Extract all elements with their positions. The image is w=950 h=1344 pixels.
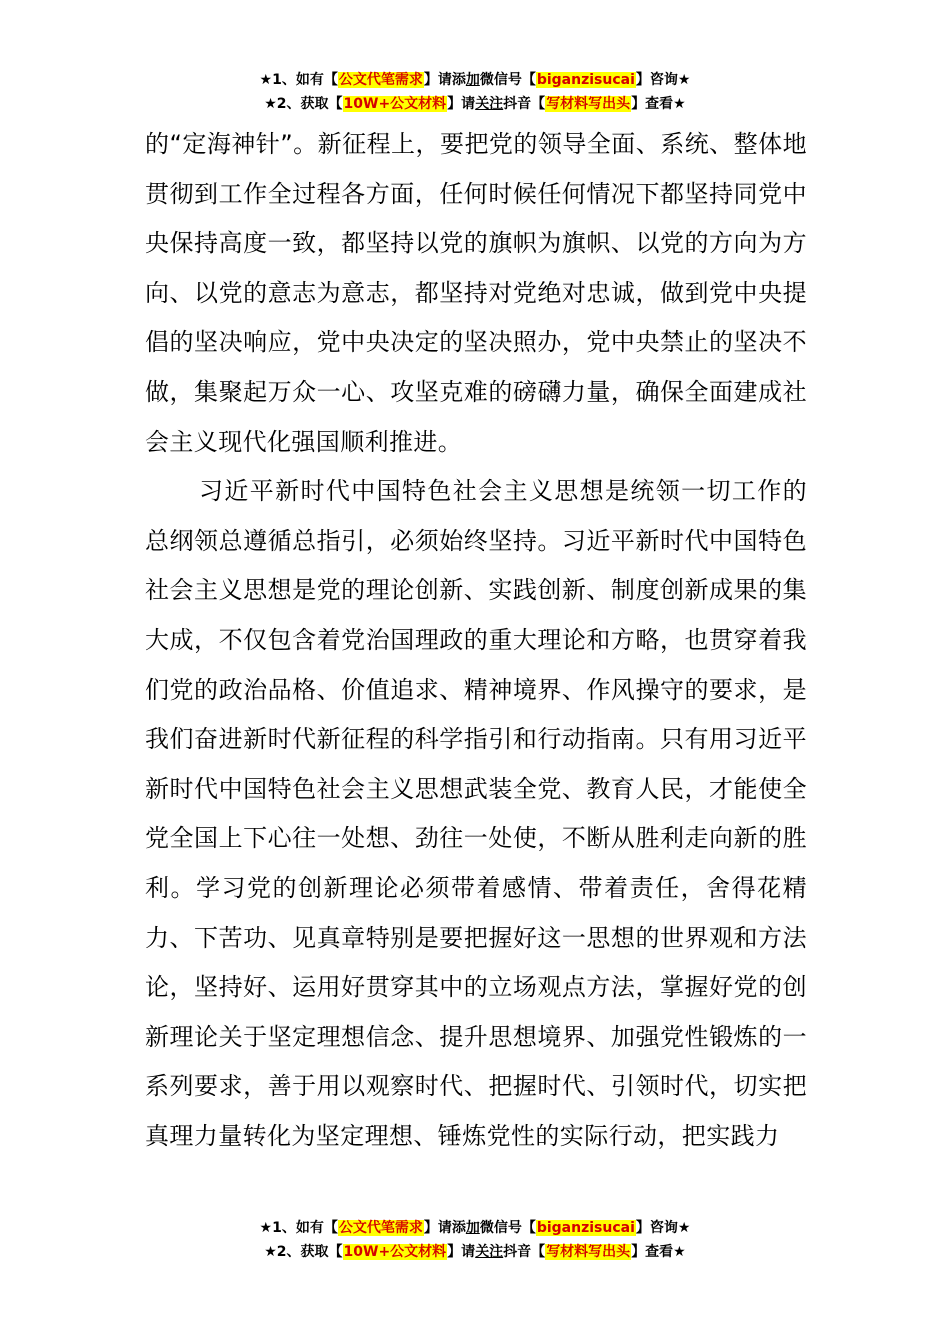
banner-highlight: 10W+公文材料	[343, 1244, 447, 1260]
footer-banner-line-1	[0, 1216, 950, 1240]
banner-douyin-name: 写材料写出头	[546, 1244, 631, 1260]
banner-emphasis: 关注	[475, 96, 504, 112]
banner-wechat-id: biganzisucai	[536, 1220, 635, 1236]
footer-banner	[0, 1216, 950, 1264]
banner-text: 】咨询★	[635, 1220, 691, 1236]
paragraph-1: 的“定海神针”。新征程上，要把党的领导全面、系统、整体地贯彻到工作全过程各方面，任何时候任何情况下都坚持同党中央保持高度一致，都坚持以党的旗帜为旗帜、以党的方向为方向、以党的意志为意志，都坚持对党绝对忠诚，做到党中央提倡的坚决响应，党中央决定的坚决照办，党中央禁止的坚决不做，集聚起万众一心、攻坚克难的磅礴力量，确保全面建成社会主义现代化强国顺利推进。	[145, 130, 807, 456]
banner-text: 】请添	[423, 1220, 466, 1236]
banner-text: ★1、如有【	[259, 72, 338, 88]
banner-highlight: 公文代笔需求	[338, 1220, 423, 1236]
header-banner-line-1	[0, 68, 950, 92]
banner-text: 微信号【	[479, 72, 536, 88]
banner-text: 】请添	[423, 72, 466, 88]
banner-text: 】查看★	[631, 96, 686, 112]
banner-text: ★2、获取【	[264, 96, 343, 112]
banner-text: 】请	[447, 1244, 476, 1260]
header-banner-line-2	[0, 92, 950, 116]
banner-text: ★2、获取【	[264, 1244, 343, 1260]
banner-emphasis: 加	[465, 72, 480, 88]
banner-highlight: 10W+公文材料	[343, 96, 447, 112]
banner-text: 】咨询★	[635, 72, 691, 88]
banner-text: 抖音【	[503, 96, 546, 112]
paragraph-2: 习近平新时代中国特色社会主义思想是统领一切工作的总纲领总遵循总指引，必须始终坚持。习近平新时代中国特色社会主义思想是党的理论创新、实践创新、制度创新成果的集大成，不仅包含着党治国理政的重大理论和方略，也贯穿着我们党的政治品格、价值追求、精神境界、作风操守的要求，是我们奋进新时代新征程的科学指引和行动指南。只有用习近平新时代中国特色社会主义思想武装全党、教育人民，才能使全党全国上下心往一处想、劲往一处使，不断从胜利走向新的胜利。学习党的创新理论必须带着感情、带着责任，舍得花精力、下苦功、见真章特别是要把握好这一思想的世界观和方法论，坚持好、运用好贯穿其中的立场观点方法，掌握好党的创新理论关于坚定理想信念、提升思想境界、加强党性锻炼的一系列要求，善于用以观察时代、把握时代、引领时代，切实把真理力量转化为坚定理想、锤炼党性的实际行动，把实践力	[145, 477, 807, 1150]
header-banner	[0, 68, 950, 116]
banner-douyin-name: 写材料写出头	[546, 96, 631, 112]
footer-banner-line-2	[0, 1240, 950, 1264]
banner-wechat-id: biganzisucai	[536, 72, 635, 88]
banner-text: ★1、如有【	[259, 1220, 338, 1236]
banner-text: 微信号【	[479, 1220, 536, 1236]
document-body	[145, 120, 807, 1161]
banner-text: 】请	[447, 96, 476, 112]
banner-text: 抖音【	[503, 1244, 546, 1260]
banner-emphasis: 加	[465, 1220, 480, 1236]
banner-text: 】查看★	[631, 1244, 686, 1260]
banner-emphasis: 关注	[475, 1244, 504, 1260]
banner-highlight: 公文代笔需求	[338, 72, 423, 88]
